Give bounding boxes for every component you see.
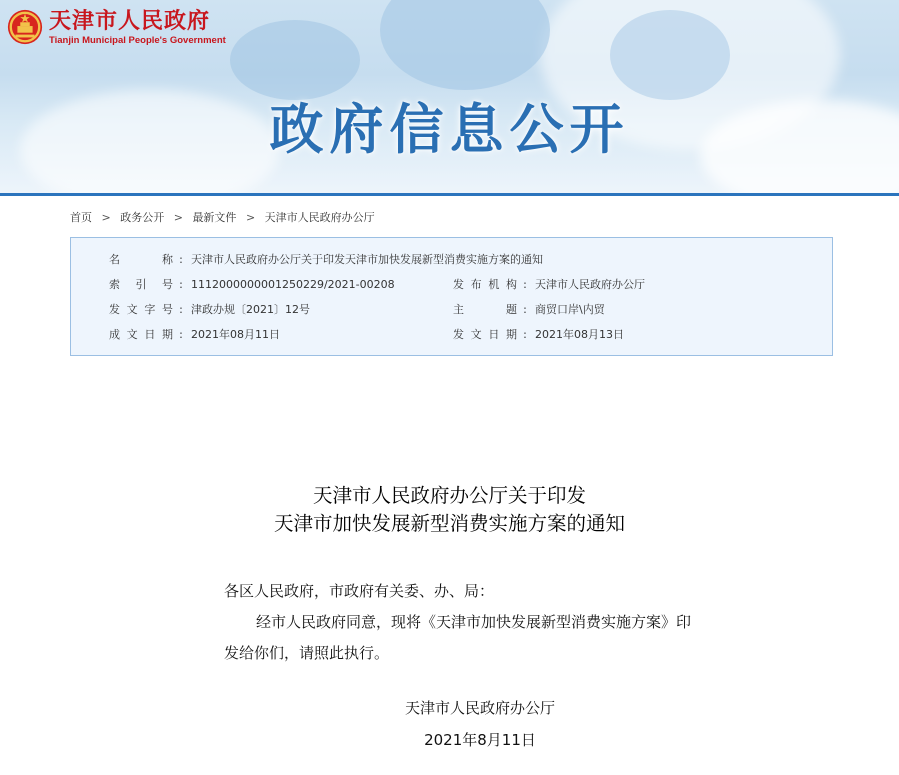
breadcrumb-home[interactable]: 首页 xyxy=(70,211,92,224)
salutation: 各区人民政府，市政府有关委、办、局： xyxy=(224,582,495,600)
info-colon: : xyxy=(523,278,527,291)
info-colon: : xyxy=(179,253,183,266)
document-body xyxy=(224,576,694,669)
info-label: 名称 xyxy=(109,253,173,266)
info-colon: : xyxy=(523,328,527,341)
info-value-topic: 商贸口岸\内贸 xyxy=(535,303,605,316)
national-emblem-icon xyxy=(6,8,44,46)
document-title-line: 天津市人民政府办公厅关于印发 xyxy=(312,484,586,507)
info-row-name xyxy=(71,252,832,268)
breadcrumb-separator: > xyxy=(101,211,111,224)
signer: 天津市人民政府办公厅 xyxy=(404,699,555,717)
info-label: 成文日期 xyxy=(109,328,173,341)
info-value-issuer: 天津市人民政府办公厅 xyxy=(535,278,645,291)
signing-date: 2021年8月11日 xyxy=(424,731,536,749)
breadcrumb-separator: > xyxy=(173,211,183,224)
info-value-index: 1112000000001250229/2021-00208 xyxy=(191,278,395,291)
breadcrumb-current[interactable]: 天津市人民政府办公厅 xyxy=(264,211,375,224)
site-name: 天津市人民政府 xyxy=(49,8,211,34)
header-divider xyxy=(0,193,899,196)
header-banner xyxy=(0,0,899,196)
info-value-published: 2021年08月13日 xyxy=(535,328,624,341)
document-title-line: 天津市加快发展新型消费实施方案的通知 xyxy=(273,512,625,535)
banner-decor xyxy=(380,0,550,90)
breadcrumb xyxy=(70,209,375,225)
body-paragraph: 经市人民政府同意，现将《天津市加快发展新型消费实施方案》印发给你们，请照此执行。 xyxy=(224,613,692,662)
info-row-dates xyxy=(71,327,832,343)
info-value-docno: 津政办规〔2021〕12号 xyxy=(191,303,310,316)
info-row-index xyxy=(71,277,832,293)
document-title xyxy=(0,482,899,538)
info-label: 发文日期 xyxy=(453,328,517,341)
info-label: 主题 xyxy=(453,303,517,316)
site-name-en: Tianjin Municipal People's Government xyxy=(49,34,226,46)
document-info-panel xyxy=(70,237,833,356)
breadcrumb-open-affairs[interactable]: 政务公开 xyxy=(120,211,165,224)
site-logo[interactable] xyxy=(6,8,226,46)
info-label: 发文字号 xyxy=(109,303,173,316)
breadcrumb-latest-docs[interactable]: 最新文件 xyxy=(192,211,237,224)
info-value-name: 天津市人民政府办公厅关于印发天津市加快发展新型消费实施方案的通知 xyxy=(191,253,543,266)
info-row-docno xyxy=(71,302,832,318)
info-label: 索引号 xyxy=(109,278,173,291)
info-colon: : xyxy=(179,303,183,316)
info-label: 发布机构 xyxy=(453,278,517,291)
breadcrumb-separator: > xyxy=(245,211,256,224)
section-title: 政府信息公开 xyxy=(269,98,630,161)
info-colon: : xyxy=(523,303,527,316)
info-colon: : xyxy=(179,278,183,291)
info-value-created: 2021年08月11日 xyxy=(191,328,280,341)
info-colon: : xyxy=(179,328,183,341)
